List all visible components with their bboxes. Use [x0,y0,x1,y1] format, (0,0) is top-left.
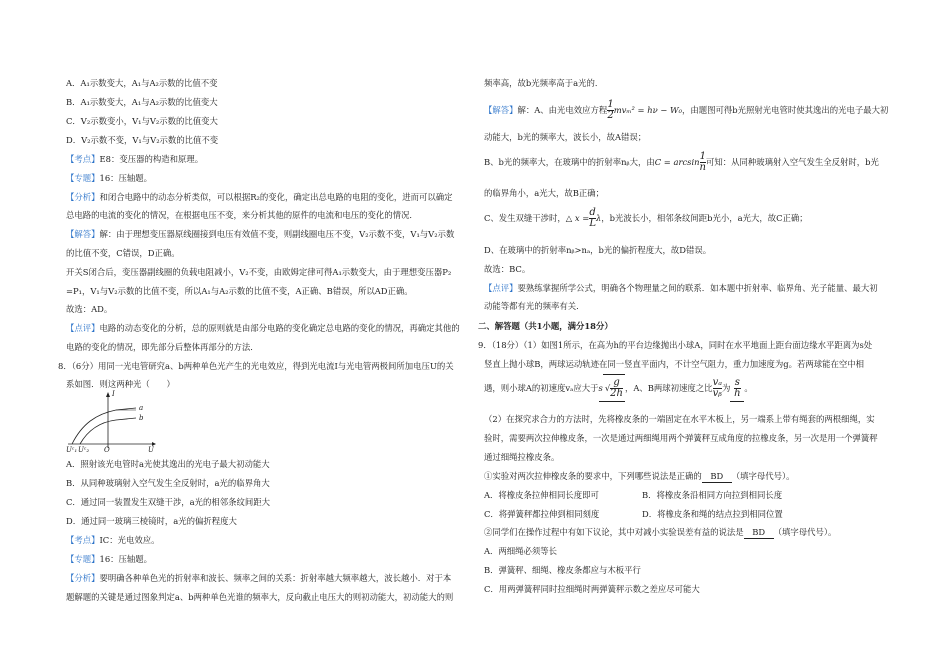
q9-line5: 验时，需要两次拉伸橡皮条，一次是通过两细绳用两个弹簧秤互成角度的拉橡皮条，另一次是用一个弹簧秤 [484,433,878,443]
jieda-line: 解：由于理想变压器原线圈接到电压有效值不变，则副线圈电压不变，V₂示数不变，V₁与V₂示数 [99,229,455,239]
dianping-line: 电路的动态变化的分析，总的原则就是由部分电路的变化确定总电路的变化的情况，再确定其他的 [99,323,460,333]
frac-num: d [589,207,596,218]
fraction-va-vb [713,378,722,399]
frac-den: n [699,162,706,173]
kaodian-tag: 【考点】 [66,154,100,164]
q7-fenxi [66,191,453,203]
zhuanti-text: 16：压轴题。 [99,173,153,183]
q8-jieda-line7: 故选：BC。 [484,264,531,274]
q7-jieda [66,228,454,240]
q9-opt-c: C．将弹簧秤都拉伸到相同刻度 [484,509,600,519]
kaodian-text: IC：光电效应。 [99,535,160,545]
frac-den: 2h [610,388,623,399]
q9-opt-a: A．将橡皮条拉伸相同长度即可 [484,490,599,500]
fenxi-line: 和闭合电路中的动态分析类似，可以根据R₂的变化，确定出总电路的电阻的变化，进而可以确定 [99,192,453,202]
frac-num: s [734,377,740,388]
answer-s: s [598,383,603,393]
q9-sub2-text: ②同学们在操作过程中有如下议论，其中对减小实验误差有益的说法是 [484,527,744,537]
q9-line2: 竖直上抛小球B，两球运动轨迹在同一竖直平面内，不计空气阻力，重力加速度为g。若两球能在空中相 [484,359,865,369]
frac-num: vₐ [712,377,722,388]
dianping-tag: 【点评】 [66,323,100,333]
q9-answer-blank-2 [730,375,744,402]
q8-dianping-line2: 动能等都有光的频率有关． [484,301,585,311]
q8-option-d: D．通过同一玻璃三棱镜时，a光的偏折程度大 [66,516,237,526]
q7-jieda-line4: =P₁，V₁与V₂示数的比值不变，所以A₁与A₂示数的比值不变，A正确、B错误，所以AD正确。 [66,286,413,296]
jieda-tag: 【解答】 [484,105,518,115]
q8-fenxi-cont: 频率高，故b光频率高于a光的． [484,78,604,88]
section-title: 二、解答题（共1小题，满分18分） [478,321,613,331]
q9-answer-blank-1 [599,374,625,402]
q9-opt2-b: B．弹簧秤、细绳、橡皮条都应与木板平行 [484,565,641,575]
photoelectric-equation: mvₘ² = hν − W₀ [613,105,682,115]
q9-line6: 通过细绳拉橡皮条。 [484,452,560,462]
jieda-text: ，b光波长小，相邻条纹间距b光小，a光大，故C正确； [601,213,808,223]
frac-num: 1 [607,99,614,110]
q8-option-c: C．通过同一装置发生双缝干涉，a光的相邻条纹间距大 [66,497,271,507]
jieda-tag: 【解答】 [66,229,100,239]
q9-sub1-text2: （填字母代号）。 [731,471,795,481]
fraction-d-l [589,208,596,229]
photoelectric-graph [66,390,156,452]
q9-opt2-c: C．用两弹簧秤同时拉细绳时两弹簧秤示数之差应尽可能大 [484,584,700,594]
fraction-g-2h [610,378,623,399]
q8-dianping [484,282,878,294]
kaodian-text: E8：变压器的构造和原理。 [99,154,204,164]
label-u: U [148,446,154,452]
q8-kaodian [66,534,159,546]
q9-opt-d: D．将橡皮条和绳的结点拉到相同位置 [642,509,783,519]
q9-sub1-answer: BD [702,470,732,483]
label-b: b [139,414,144,422]
q7-jieda-line5: 故选：AD。 [66,304,113,314]
q9-opt-b: B．将橡皮条沿相同方向拉到相同长度 [642,490,783,500]
zhuanti-text: 16：压轴题。 [99,554,153,564]
q8-stem-line2: 系如图．则这两种光（ ） [66,379,175,389]
q7-kaodian [66,153,203,165]
q7-fenxi-line2: 总电路的电流的变化的情况，在根据电压不变，来分析其他的原件的电流和电压的变化的情况． [66,210,418,220]
zhuanti-tag: 【专题】 [66,173,100,183]
q7-jieda-line2: 的比值不变，C错误，D正确。 [66,248,180,258]
label-i: I [112,390,115,398]
q7-option-a: A．A₁示数变大，A₁与A₂示数的比值不变 [66,78,218,88]
q9-text: ，A、B两球初速度之比 [624,383,713,393]
frac-den: 2 [607,110,614,121]
q7-dianping [66,322,460,334]
critical-angle-formula: C = arcsin [654,157,700,167]
kaodian-tag: 【考点】 [66,535,100,545]
frac-den: h [734,388,741,399]
q9-text: 。 [744,383,753,393]
frac-den: vᵦ [712,388,722,399]
q8-stem-line1: 8．（6分）用同一光电管研究a、b两种单色光产生的光电效应，得到光电流I与光电管两极间所加电压U的关 [58,361,454,371]
q9-sub1 [484,470,795,483]
q9-text: 遇，则小球A的初速度vₐ应大于 [484,383,599,393]
zhuanti-tag: 【专题】 [66,554,100,564]
q8-jieda-line6: D、在玻璃中的折射率nᵦ>nₐ，b光的偏折程度大，故D错误。 [484,245,712,255]
frac-den: L [589,218,596,229]
fenxi-tag: 【分析】 [66,573,100,583]
q9-sub2-answer: BD [744,526,774,539]
label-origin: O [104,446,110,452]
q8-jieda-line2: 动能大，b光的频率大，波长小，故A错误； [484,132,647,142]
q7-option-c: C．V₂示数变小，V₁与V₂示数的比值变大 [66,116,218,126]
q7-zhuanti [66,172,152,184]
q8-option-a: A．照射该光电管时a光使其逸出的光电子最大初动能大 [66,459,270,469]
curve-a [72,408,136,444]
frac-num: g [610,378,623,389]
fringe-spacing-formula: △ x = [565,213,590,223]
q7-option-d: D．V₂示数不变，V₁与V₂示数的比值不变 [66,135,219,145]
q9-sub2-text2: （填字母代号）。 [773,527,837,537]
q9-line1: 9．（18分）（1）如图1所示，在高为h的平台边缘抛出小球A，同时在水平地面上距台面边缘水平距离为s处 [478,340,873,350]
i-axis-arrow [106,392,110,397]
q8-zhuanti [66,553,152,565]
jieda-text: 可知：从同种玻璃射入空气发生全反射时，b光 [705,157,879,167]
q9-sub1-text: ①实验对两次拉伸橡皮条的要求中，下列哪些说法是正确的 [484,471,702,481]
jieda-text: 解：A、由光电效应方程 [517,105,608,115]
sqrt-expression: √ $\frac{g}{2h}$ [603,374,625,401]
lambda-symbol: λ [595,213,602,223]
label-uc1: Uᶜ₁ [66,446,78,452]
q8-fenxi-line2: 题解题的关键是通过图象判定a、b两种单色光谁的频率大，反向截止电压大的则初动能大，初动能大的则 [66,592,454,602]
q7-option-b: B．A₁示数变大，A₁与A₂示数的比值变大 [66,97,218,107]
dianping-line: 要熟练掌握所学公式，明确各个物理量之间的联系．如本题中折射率、临界角、光子能量、最大初 [517,283,878,293]
jieda-text: ，由题图可得b光照射光电管时使其逸出的光电子最大初 [682,105,889,115]
q8-option-b: B．从同种玻璃射入空气发生全反射时，a光的临界角大 [66,478,270,488]
q9-line3 [484,374,753,402]
jieda-text: C、发生双缝干涉时， [484,213,566,223]
q8-jieda-line1 [484,100,888,121]
fenxi-tag: 【分析】 [66,192,100,202]
q9-line4: （2）在探究求合力的方法时，先将橡皮条的一端固定在水平木板上，另一端系上带有绳套的两根细绳，实 [484,414,875,424]
q9-text: 为 [721,383,731,393]
q7-dianping-line2: 电路的变化的情况，即先部分后整体再部分的方法． [66,342,259,352]
fenxi-line: 要明确各种单色光的折射率和波长、频率之间的关系：折射率越大频率越大，波长越小．对于本 [99,573,452,583]
label-uc2: Uᶜ₂ [78,446,90,452]
q9-sub2 [484,526,836,539]
label-a: a [139,404,144,412]
q8-jieda-line5 [484,208,808,229]
q8-fenxi [66,572,451,584]
fraction-s-h [734,378,740,399]
dianping-tag: 【点评】 [484,283,518,293]
jieda-text: B、b光的频率大，在玻璃中的折射率nᵦ大，由 [484,157,655,167]
q9-opt2-a: A．两细绳必须等长 [484,546,558,556]
frac-num: 1 [699,151,706,162]
q8-jieda-line3 [484,152,879,173]
q7-jieda-line3: 开关S闭合后，变压器副线圈的负载电阻减小，V₂不变，由欧姆定律可得A₁示数变大，由于理想变压器P₂ [66,267,452,277]
q8-jieda-line4: 的临界角小，a光大，故B正确； [484,188,605,198]
